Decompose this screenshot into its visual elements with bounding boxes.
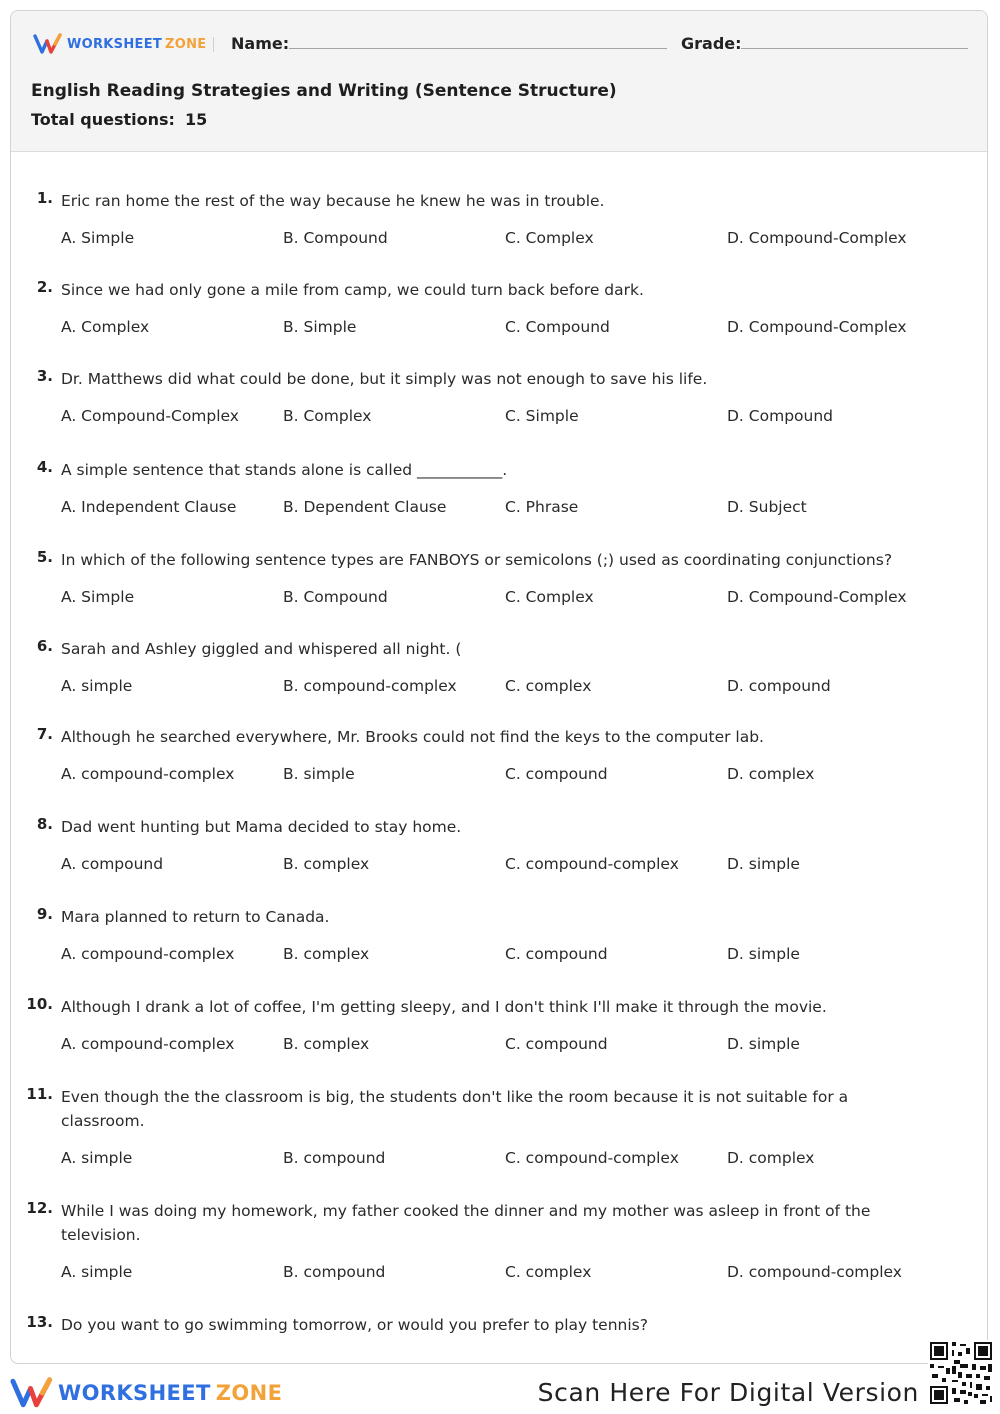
answer-option[interactable]: B. compound xyxy=(283,1263,386,1281)
answer-option[interactable]: B. complex xyxy=(283,945,370,963)
grade-label: Grade: xyxy=(681,34,742,53)
question-number: 7. xyxy=(36,725,53,743)
answer-option[interactable]: C. compound-complex xyxy=(505,855,679,873)
total-value: 15 xyxy=(184,110,208,129)
answer-option[interactable]: D. Compound-Complex xyxy=(727,229,907,247)
answer-option[interactable]: C. complex xyxy=(505,1263,592,1281)
answer-option[interactable]: D. complex xyxy=(727,765,815,783)
answer-option[interactable]: C. complex xyxy=(505,677,592,695)
answer-option[interactable]: C. Simple xyxy=(505,407,579,425)
question-text: Mara planned to return to Canada. xyxy=(61,908,330,926)
answer-option[interactable]: D. Compound-Complex xyxy=(727,588,907,606)
answer-option[interactable]: C. Complex xyxy=(505,229,594,247)
answer-option[interactable]: A. Simple xyxy=(61,588,135,606)
name-field[interactable] xyxy=(289,48,667,49)
question-text: Do you want to go swimming tomorrow, or would you prefer to play tennis? xyxy=(61,1316,648,1334)
question-text: Although he searched everywhere, Mr. Brooks could not find the keys to the computer lab. xyxy=(61,728,764,746)
answer-option[interactable]: C. compound xyxy=(505,1035,608,1053)
footer-brand-name: WORKSHEET xyxy=(58,1381,211,1405)
answer-option[interactable]: D. Compound-Complex xyxy=(727,318,907,336)
answer-option[interactable]: A. Compound-Complex xyxy=(61,407,239,425)
answer-option[interactable]: C. Phrase xyxy=(505,498,579,516)
answer-option[interactable]: C. Compound xyxy=(505,318,610,336)
worksheet-page xyxy=(10,10,988,1364)
answer-option[interactable]: A. compound-complex xyxy=(61,765,235,783)
answer-option[interactable]: A. simple xyxy=(61,677,133,695)
question-text: Dr. Matthews did what could be done, but it simply was not enough to save his life. xyxy=(61,370,708,388)
answer-option[interactable]: B. Simple xyxy=(283,318,357,336)
answer-option[interactable]: B. compound xyxy=(283,1149,386,1167)
answer-option[interactable]: B. Dependent Clause xyxy=(283,498,447,516)
worksheet-title: English Reading Strategies and Writing (Sentence Structure) xyxy=(31,81,617,101)
question-text: Although I drank a lot of coffee, I'm getting sleepy, and I don't think I'll make it through the movie. xyxy=(61,998,827,1016)
answer-option[interactable]: A. compound-complex xyxy=(61,1035,235,1053)
question-number: 13. xyxy=(26,1313,53,1331)
answer-option[interactable]: C. compound xyxy=(505,765,608,783)
answer-option[interactable]: D. Compound xyxy=(727,407,834,425)
scan-caption: Scan Here For Digital Version xyxy=(537,1378,919,1407)
answer-option[interactable]: C. Complex xyxy=(505,588,594,606)
question-number: 2. xyxy=(36,278,53,296)
answer-option[interactable]: A. compound xyxy=(61,855,164,873)
divider xyxy=(213,37,214,52)
answer-option[interactable]: B. Compound xyxy=(283,588,388,606)
question-text: While I was doing my homework, my father cooked the dinner and my mother was asleep in front of the television. xyxy=(61,1202,871,1244)
answer-option[interactable]: C. compound-complex xyxy=(505,1149,679,1167)
question-number: 8. xyxy=(36,815,53,833)
question-text: A simple sentence that stands alone is called ___________. xyxy=(61,461,508,479)
answer-option[interactable]: B. compound-complex xyxy=(283,677,457,695)
brand-logo xyxy=(33,33,207,55)
answer-option[interactable]: A. simple xyxy=(61,1263,133,1281)
question-number: 4. xyxy=(36,458,53,476)
question-number: 3. xyxy=(36,367,53,385)
answer-option[interactable]: B. Complex xyxy=(283,407,372,425)
question-number: 6. xyxy=(36,637,53,655)
question-text: Dad went hunting but Mama decided to stay home. xyxy=(61,818,462,836)
footer-brand-logo xyxy=(10,1376,282,1410)
brand-accent: ZONE xyxy=(165,36,207,52)
name-label: Name: xyxy=(231,34,290,53)
question-number: 5. xyxy=(36,548,53,566)
answer-option[interactable]: B. complex xyxy=(283,855,370,873)
worksheetzone-logo-icon xyxy=(10,1376,54,1410)
question-text: Since we had only gone a mile from camp, we could turn back before dark. xyxy=(61,281,644,299)
answer-option[interactable]: C. compound xyxy=(505,945,608,963)
answer-option[interactable]: B. Compound xyxy=(283,229,388,247)
grade-field[interactable] xyxy=(741,48,968,49)
answer-option[interactable]: D. compound-complex xyxy=(727,1263,902,1281)
answer-option[interactable]: B. complex xyxy=(283,1035,370,1053)
worksheetzone-logo-icon xyxy=(33,33,63,55)
answer-option[interactable]: D. Subject xyxy=(727,498,807,516)
answer-option[interactable]: D. simple xyxy=(727,855,800,873)
question-number: 11. xyxy=(26,1085,53,1103)
question-text: Sarah and Ashley giggled and whispered all night. ( xyxy=(61,640,462,658)
question-number: 9. xyxy=(36,905,53,923)
question-number: 10. xyxy=(26,995,53,1013)
answer-option[interactable]: A. Complex xyxy=(61,318,150,336)
question-text: Even though the the classroom is big, the students don't like the room because it is not suitable for a classroom. xyxy=(61,1088,849,1130)
worksheet-header xyxy=(11,11,987,152)
question-number: 12. xyxy=(26,1199,53,1217)
total-questions xyxy=(31,110,207,129)
footer-brand-accent: ZONE xyxy=(215,1381,283,1405)
answer-option[interactable]: D. compound xyxy=(727,677,831,695)
total-label: Total questions: xyxy=(31,110,175,129)
question-text: In which of the following sentence types are FANBOYS or semicolons (;) used as coordinating conjunctions? xyxy=(61,551,893,569)
answer-option[interactable]: B. simple xyxy=(283,765,355,783)
answer-option[interactable]: A. simple xyxy=(61,1149,133,1167)
brand-name: WORKSHEET xyxy=(67,36,163,52)
question-text: Eric ran home the rest of the way because he knew he was in trouble. xyxy=(61,192,605,210)
answer-option[interactable]: A. Simple xyxy=(61,229,135,247)
question-number: 1. xyxy=(36,189,53,207)
answer-option[interactable]: A. compound-complex xyxy=(61,945,235,963)
answer-option[interactable]: D. simple xyxy=(727,945,800,963)
answer-option[interactable]: D. simple xyxy=(727,1035,800,1053)
qr-code-icon[interactable] xyxy=(928,1340,994,1406)
answer-option[interactable]: D. complex xyxy=(727,1149,815,1167)
answer-option[interactable]: A. Independent Clause xyxy=(61,498,237,516)
